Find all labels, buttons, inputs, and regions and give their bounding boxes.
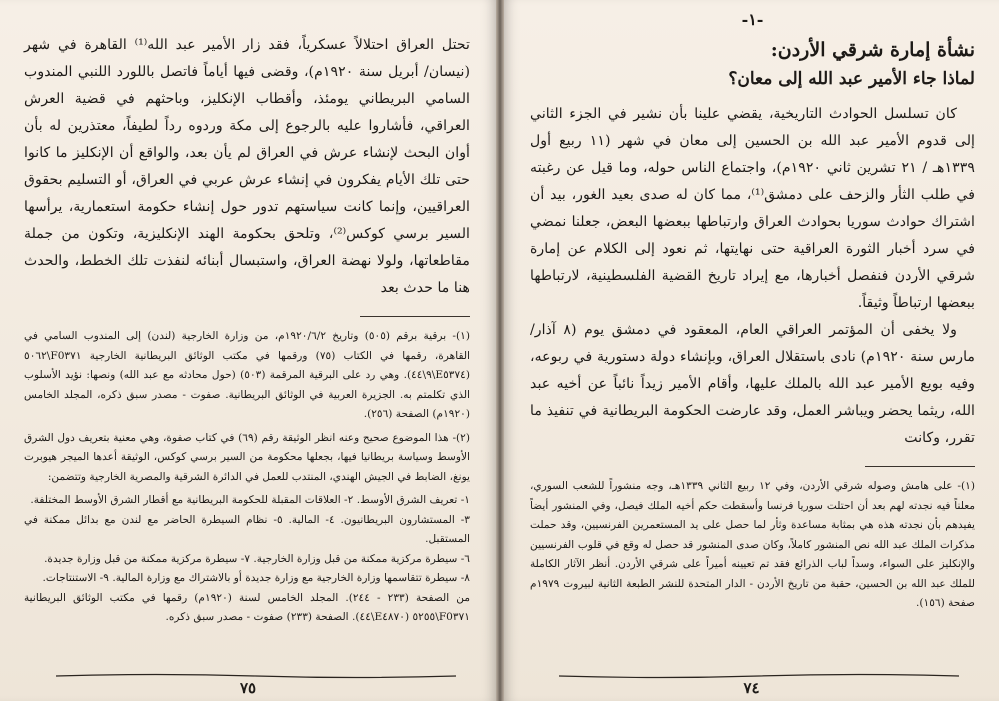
right-body-paragraph: كان تسلسل الحوادث التاريخية، يقضي علينا بأن نشير في الجزء الثاني إلى قدوم الأمير عبد الله بن الحسين إلى معان في شهر (١١ ربيع أول ١٣٣٩هـ / ٢١ تشرين ثاني ١٩٢٠م)، واجتماع الناس حوله، وما قيل عن رغبته في طلب الثأر والزحف على دمشق⁽¹⁾، مما كان له صدى بعيد الغور، بيد أن اشتراك حوادث سوريا بحوادث العراق وارتباطها ببعضها البعض، جعلنا نمضي في سرد أخبار الثورة العراقية حتى نهايتها، ثم نعود إلى الكلام عن إمارة شرقي الأردن فنفصل أخبارها، مع إيراد تاريخ القضية الفلسطينية، لارتباطها ببعضها ارتباطاً وثيقاً.	[530, 106, 976, 311]
left-footnote-1: (١)- برقية برقم (٥٠٥) وتاريخ ١٩٢٠/٦/٢م، من وزارة الخارجية (لندن) إلى المندوب السامي في القاهرة، رقمها في الكتاب (٧٥) ورقمها في مكتب الوثائق البريطانية الخارجية F0٣٧١\٥٠٦٢ (E٥٣٧٤\٩\٤٤). وهي رد على البرقية المرقمة (٥٠٣) (حول محادثه مع عبد الله) ونصها: نؤيد الأسلوب الذي تكلمتم به. الجزيرة العربية في الوثائق البريطانية. صفوت - مصدر سبق ذكره، المجلد الخامس (١٩٢٠م) الصفحة (٢٥٦).	[24, 330, 470, 420]
left-page-body	[24, 32, 470, 302]
left-body-paragraph: تحتل العراق احتلالاً عسكرياً، فقد زار الأمير عبد الله⁽¹⁾ القاهرة في شهر (نيسان/ أبريل سنة ١٩٢٠م)، وقضى فيها أياماً فاتصل باللورد اللنبي المندوب السامي البريطاني يومئذ، وأقطاب الإنكليز، وباحثهم في قضية العرش العراقي، فأشاروا عليه بالرجوع إلى مكة وردوه رداً لطيفاً، معتذرين له بأن أوان البحث لإنشاء عرش في العراق لم يأن بعد، والواقع أن الإنكليز ما كانوا حتى تلك الأيام يفكرون في إنشاء عرش عربي في العراق، أو التسليم بحقوق العراقيين، وإنما كانت سياستهم تدور حول إنشاء حكومة استعمارية، يرأسها السير برسي كوكس⁽²⁾، وتلحق بحكومة الهند الإنكليزية، وتكون من جملة مقاطعاتها، ولولا نهضة العراق، واستبسال أبنائه لنفذت تلك الخطط، والحدث هنا ما حدث بعد	[24, 37, 470, 296]
section-title: نشأة إمارة شرقي الأردن:	[770, 39, 975, 61]
chapter-number: -١-	[741, 10, 764, 29]
right-page	[504, 0, 999, 701]
right-body-paragraph: ولا يخفى أن المؤتمر العراقي العام، المعقود في دمشق يوم (٨ آذار/ مارس سنة ١٩٢٠م) نادى باستقلال العراق، وبإنشاء دولة دستورية في ربوعه، وفيه بويع الأمير عبد الله بالملك عليها، وأقام الأمير زيداً نائباً عن أخيه عبد الله، ريثما يحضر ويباشر العمل، وقد عارضت الحكومة البريطانية في تنفيذ ما تقرر، وكانت	[530, 322, 975, 446]
left-footnote-2-item: ٦- سيطرة مركزية ممكنة من قبل وزارة الخارجية. ٧- سيطرة مركزية ممكنة من قبل وزارة جديدة.	[44, 552, 470, 565]
left-page	[0, 0, 496, 701]
footnote-separator	[865, 466, 975, 467]
footnote-separator	[360, 316, 470, 317]
left-footnote-2-item: ٨- سيطرة تتقاسمها وزارة الخارجية مع وزارة جديدة أو بالاشتراك مع وزارة المالية. ٩- الاستنتاجات.	[42, 572, 470, 584]
section-subtitle: لماذا جاء الأمير عبد الله إلى معان؟	[728, 69, 975, 89]
page-number: ٧٤	[743, 679, 760, 697]
left-footnote-2-item: ٣- المستشارون البريطانيون. ٤- المالية. ٥- نظام السيطرة الحاضر مع لندن مع بدائل ممكنة في المستقبل.	[24, 513, 470, 545]
left-footnote-2-item: من الصفحة (٢٣٣ - ٢٤٤). المجلد الخامس لسنة (١٩٢٠م) رقمها في مكتب الوثائق البريطانية F0٣٧١\٥٢٥٥ (E٤٨٧٠\٤٤). الصفحة (٢٣٣) صفوت - مصدر سبق ذكره.	[24, 591, 470, 623]
left-footnotes	[24, 327, 470, 628]
left-footnote-2-intro: (٢)- هذا الموضوع صحيح وعنه انظر الوثيقة رقم (٦٩) في كتاب صفوة، وهي معنية بتعريف دول الشرق الأوسط وسياسة بريطانيا فيها، بجعلها محكومة من السير برسي كوكس، الوثيقة أعدها الميجر هيوبرت يونغ، الضابط في الجيش الهندي، المنتدب للعمل في الدائرة الشرقية والمصرية الخارجية وتتضمن:	[24, 431, 470, 483]
right-footnote-1: (١)- على هامش وصوله شرقي الأردن، وفي ١٢ ربيع الثاني ١٣٣٩هـ، وجه منشوراً للشعب السوري، معلناً فيه نجدته لهم بعد أن احتلت سوريا فرنسا وأسقطت حكم أخيه الملك فيصل، وفي المنشور أيضاً يفيدهم بأن نجدته هذه هي بمثابة مساعدة وثأر لما حصل على يد المستعمرين الفرنسيين، وقد حملت مذكرات الملك عبد الله نص المنشور كاملاً، وكان صدى المنشور قد حصل له وقع في قلوب الفرنسيين والإنكليز على السواء، وسداً لباب الذرائع فقد تم تعيينه أميراً على شرقي الأردن. أنظر الآثار الكاملة للملك عبد الله بن الحسين، حقبة من تاريخ الأردن - الدار المتحدة للنشر الطبعة الثانية لبيروت ١٩٧٩م صفحة (١٥٦).	[530, 480, 975, 609]
left-footnote-2-item: ١- تعريف الشرق الأوسط. ٢- العلاقات المقبلة للحكومة البريطانية مع أقطار الشرق الأوسط المختلفة.	[30, 494, 470, 506]
right-footnotes	[530, 477, 975, 614]
page-number: ٧٥	[239, 679, 257, 697]
right-page-body	[530, 101, 975, 452]
book-spine	[496, 0, 504, 701]
